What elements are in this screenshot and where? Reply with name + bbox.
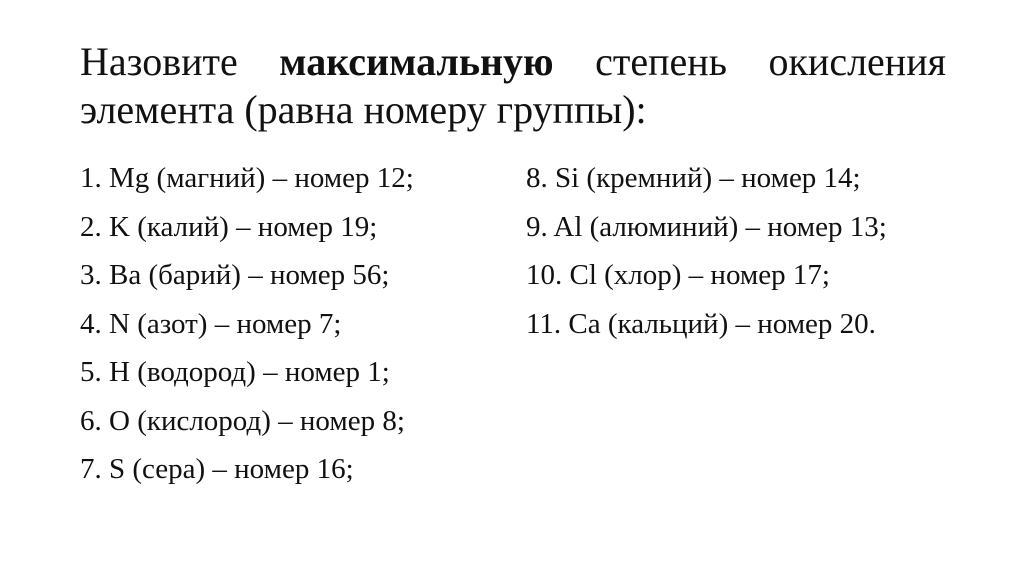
list-item: 5. H (водород) – номер 1; (80, 356, 390, 388)
list-item: 1. Mg (магний) – номер 12; (80, 162, 414, 194)
list-item: 9. Al (алюминий) – номер 13; (526, 210, 887, 243)
element-list-left (80, 154, 510, 494)
element-list-right (526, 154, 986, 348)
list-item: 6. O (кислород) – номер 8; (80, 404, 405, 437)
title-emphasis: максимальную (279, 39, 554, 84)
list-item: 11. Ca (кальций) – номер 20. (526, 307, 876, 340)
list-item: 3. Ba (барий) – номер 56; (80, 259, 390, 291)
slide-title (80, 38, 946, 134)
list-item: 7. S (сера) – номер 16; (80, 453, 354, 485)
title-part-1: Назовите (80, 39, 280, 84)
title-part-2: степень окисления элемента (равна номеру группы): (80, 39, 946, 132)
list-item: 10. Cl (хлор) – номер 17; (526, 259, 830, 291)
list-item: 2. K (калий) – номер 19; (80, 210, 378, 243)
list-item: 4. N (азот) – номер 7; (80, 307, 342, 340)
list-item: 8. Si (кремний) – номер 14; (526, 162, 861, 194)
